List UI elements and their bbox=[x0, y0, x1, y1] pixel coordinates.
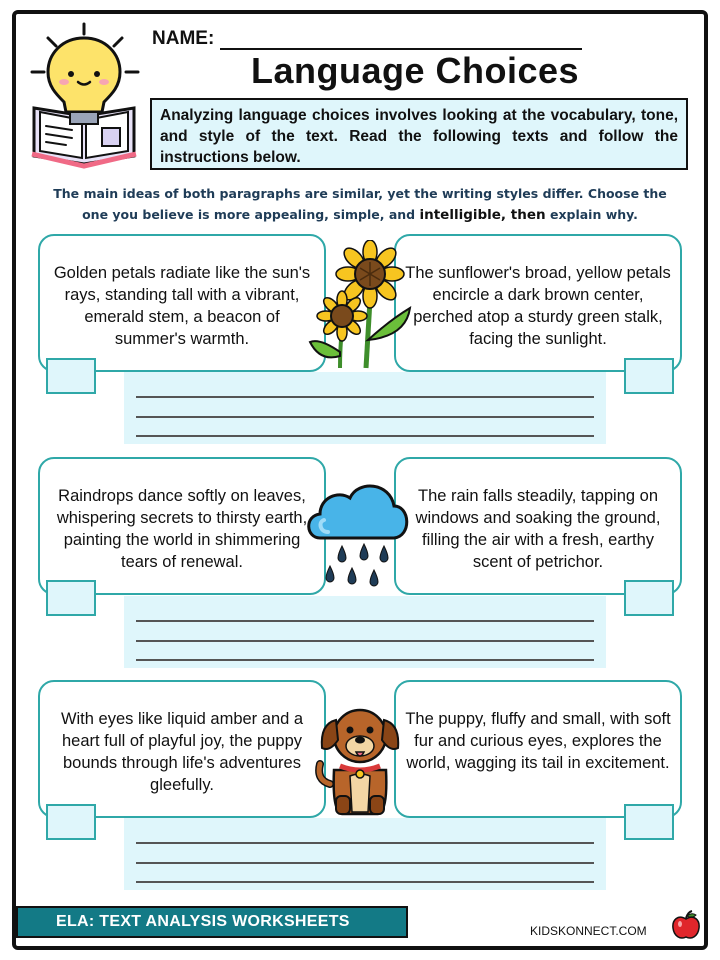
choice-checkbox-2-left[interactable] bbox=[46, 580, 96, 616]
intro-box: Analyzing language choices involves looking at the vocabulary, tone, and style of the text. Read the following texts and follow the instructions below. bbox=[150, 98, 688, 170]
paragraph-card-2-left: Raindrops dance softly on leaves, whispering secrets to thirsty earth, painting the world in shimmering tears of renewal. bbox=[38, 457, 326, 595]
paragraph-card-3-left: With eyes like liquid amber and a heart full of playful joy, the puppy bounds through life's adventures gleefully. bbox=[38, 680, 326, 818]
puppy-icon bbox=[312, 700, 408, 818]
choice-checkbox-3-right[interactable] bbox=[624, 804, 674, 840]
answer-panel-1[interactable] bbox=[124, 372, 606, 444]
page-title: Language Choices bbox=[250, 50, 580, 91]
choice-checkbox-1-left[interactable] bbox=[46, 358, 96, 394]
sunflower-icon bbox=[306, 240, 414, 370]
choice-checkbox-2-right[interactable] bbox=[624, 580, 674, 616]
choice-checkbox-1-right[interactable] bbox=[624, 358, 674, 394]
answer-panel-2[interactable] bbox=[124, 596, 606, 668]
answer-line bbox=[136, 659, 594, 661]
answer-line bbox=[136, 396, 594, 398]
instruction-text bbox=[40, 183, 680, 226]
answer-line bbox=[136, 881, 594, 883]
lightbulb-book-logo bbox=[26, 20, 144, 170]
answer-panel-3[interactable] bbox=[124, 818, 606, 890]
instruction-part-2: intelligible, then bbox=[419, 207, 546, 223]
footer-banner: ELA: TEXT ANALYSIS WORKSHEETS bbox=[16, 906, 408, 938]
answer-line bbox=[136, 842, 594, 844]
name-field[interactable] bbox=[220, 30, 582, 50]
name-row bbox=[152, 24, 582, 50]
name-label: NAME: bbox=[152, 28, 215, 49]
instruction-part-1: The main ideas of both paragraphs are similar, yet the writing styles differ. Choose the one you believe is more appealing, simple, and bbox=[53, 186, 667, 222]
apple-icon bbox=[672, 910, 700, 940]
answer-line bbox=[136, 435, 594, 437]
answer-line bbox=[136, 640, 594, 642]
answer-line bbox=[136, 620, 594, 622]
rain-cloud-icon bbox=[302, 476, 414, 588]
answer-line bbox=[136, 862, 594, 864]
paragraph-card-3-right: The puppy, fluffy and small, with soft fur and curious eyes, explores the world, wagging its tail in excitement. bbox=[394, 680, 682, 818]
paragraph-card-1-left: Golden petals radiate like the sun's rays, standing tall with a vibrant, emerald stem, a beacon of summer's warmth. bbox=[38, 234, 326, 372]
footer-site-link[interactable]: KIDSKONNECT.COM bbox=[530, 924, 647, 938]
paragraph-card-1-right: The sunflower's broad, yellow petals encircle a dark brown center, perched atop a sturdy green stalk, facing the sunlight. bbox=[394, 234, 682, 372]
choice-checkbox-3-left[interactable] bbox=[46, 804, 96, 840]
instruction-part-3: explain why. bbox=[545, 207, 638, 222]
answer-line bbox=[136, 416, 594, 418]
paragraph-card-2-right: The rain falls steadily, tapping on windows and soaking the ground, filling the air with a fresh, earthy scent of petrichor. bbox=[394, 457, 682, 595]
